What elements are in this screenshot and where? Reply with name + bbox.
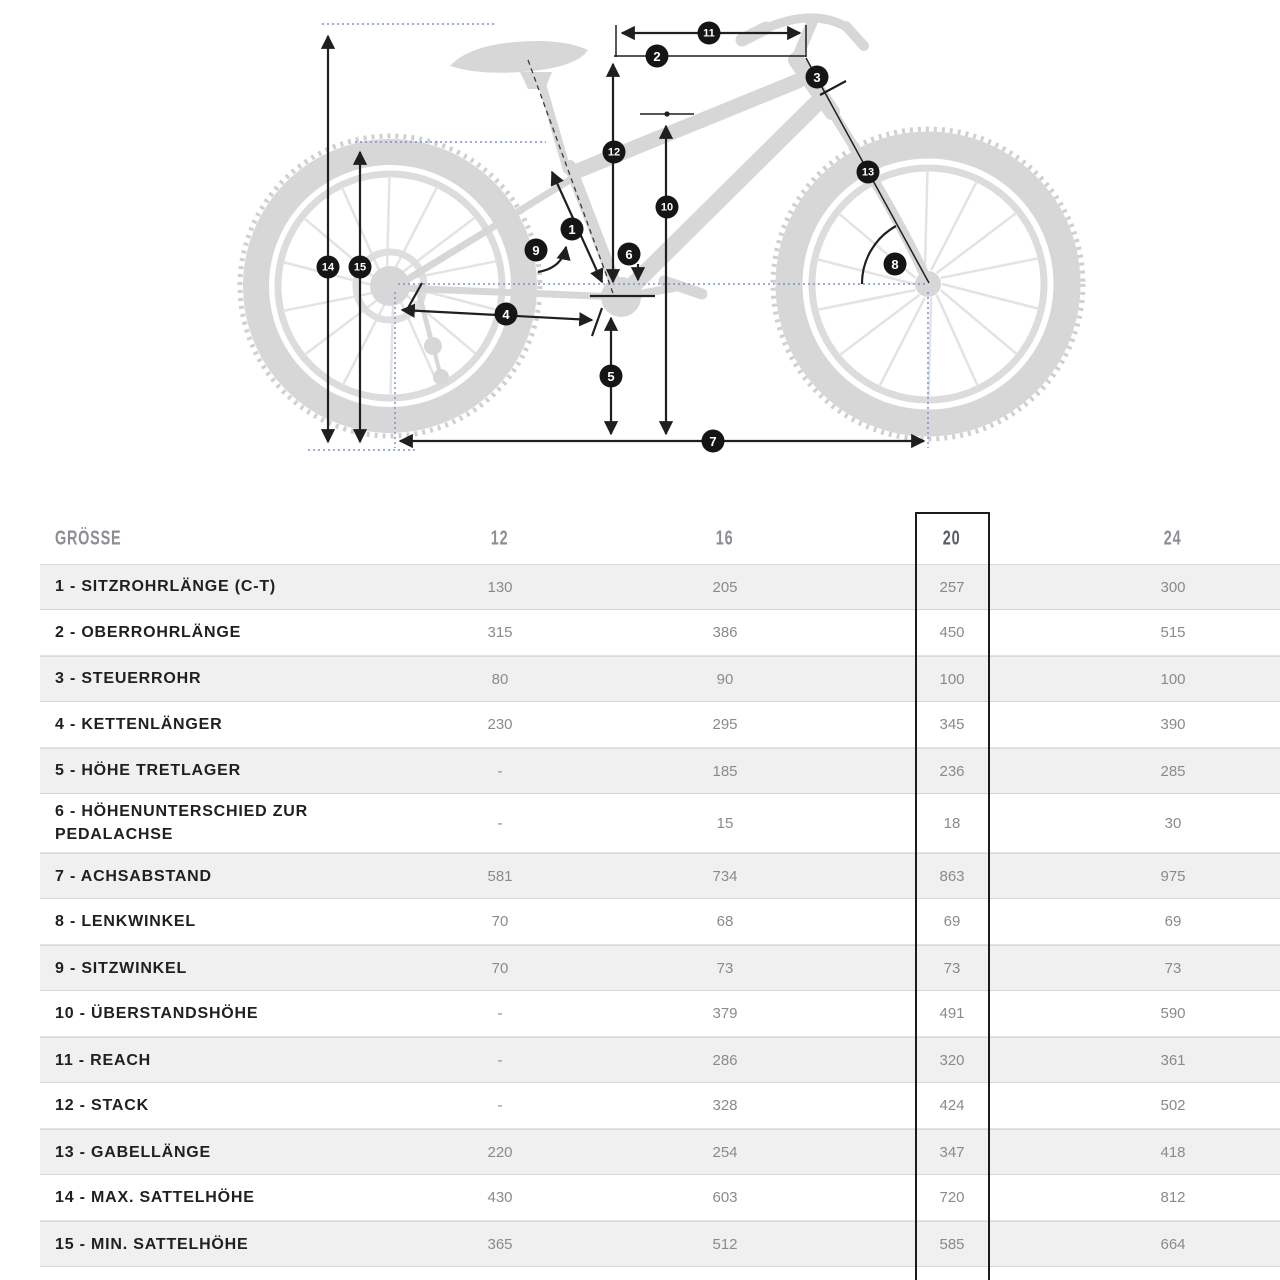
row-value-size-24: 975 [1160, 867, 1186, 885]
row-label: 2 - OBERROHRLÄNGE [55, 623, 242, 641]
svg-text:14: 14 [321, 261, 335, 274]
row-value-size-12: - [497, 1005, 503, 1023]
row-value-size-20: 424 [939, 1097, 965, 1115]
row-value-size-12: 70 [491, 913, 509, 931]
size-header-label: GRÖSSE [55, 527, 122, 550]
measure-badge-11 [698, 22, 721, 45]
row-value-size-16: 73 [716, 959, 734, 977]
row-label: 9 - SITZWINKEL [55, 959, 188, 977]
row-value-size-16: 603 [712, 1189, 738, 1207]
row-label: 6 - HÖHENUNTERSCHIED ZUR PEDALACHSE [55, 803, 308, 844]
row-value-size-16: 386 [712, 624, 738, 641]
row-value-size-12: 220 [487, 1143, 513, 1161]
row-value-size-24: 285 [1160, 762, 1186, 780]
row-value-size-24: 590 [1160, 1005, 1186, 1023]
row-value-size-16: 90 [716, 670, 734, 688]
row-value-size-12: 430 [487, 1189, 513, 1207]
measure-badge-4 [495, 303, 518, 326]
row-value-size-16: 185 [712, 762, 738, 780]
row-label: 5 - HÖHE TRETLAGER [55, 762, 241, 780]
svg-text:8: 8 [891, 257, 899, 272]
row-value-size-24: 664 [1160, 1235, 1186, 1253]
row-label: 4 - KETTENLÄNGER [55, 715, 223, 733]
size-column-20-selected: 20 [943, 527, 961, 550]
svg-text:4: 4 [502, 307, 510, 322]
row-value-size-20: 347 [939, 1143, 965, 1161]
row-value-size-20: 100 [939, 670, 965, 688]
row-value-size-12: 80 [491, 670, 509, 688]
measure-badge-3 [806, 66, 829, 89]
row-label: 14 - MAX. SATTELHÖHE [55, 1189, 255, 1207]
row-value-size-24: 73 [1164, 959, 1182, 977]
row-label: 13 - GABELLÄNGE [55, 1143, 212, 1161]
row-value-size-12: - [497, 1051, 503, 1069]
measure-badge-12 [603, 141, 626, 164]
svg-text:13: 13 [861, 166, 875, 179]
saddle-silhouette [450, 41, 588, 73]
svg-text:6: 6 [625, 247, 633, 262]
rear-wheel-silhouette [240, 136, 540, 436]
row-value-size-20: 491 [939, 1005, 965, 1023]
table-row [40, 991, 1280, 1037]
table-row [40, 702, 1280, 748]
table-row [40, 899, 1280, 945]
table-row [40, 748, 1280, 794]
row-value-size-20: 345 [939, 716, 965, 733]
row-label: 8 - LENKWINKEL [55, 913, 196, 931]
row-value-size-20: 450 [939, 624, 965, 641]
row-value-size-24: 515 [1160, 624, 1186, 641]
row-value-size-20: 863 [939, 867, 965, 885]
table-row [40, 1083, 1280, 1129]
row-value-size-12: - [497, 762, 503, 780]
row-value-size-20: 320 [939, 1051, 965, 1069]
svg-text:3: 3 [813, 70, 821, 85]
row-value-size-12: - [497, 1097, 503, 1115]
row-value-size-12: 230 [487, 716, 513, 733]
bike-geometry-diagram [0, 0, 1280, 500]
row-value-size-24: 30 [1164, 814, 1182, 832]
row-value-size-12: - [497, 814, 503, 832]
row-value-size-24: 361 [1160, 1051, 1186, 1069]
row-value-size-16: 295 [712, 716, 738, 733]
table-row [40, 1175, 1280, 1221]
row-value-size-20: 69 [943, 913, 961, 931]
svg-text:7: 7 [709, 434, 717, 449]
row-value-size-16: 68 [716, 913, 734, 931]
row-value-size-12: 315 [487, 624, 513, 641]
row-value-size-20: 257 [939, 578, 965, 596]
row-value-size-12: 581 [487, 867, 513, 885]
svg-text:11: 11 [703, 27, 715, 40]
table-row [40, 656, 1280, 702]
measure-badge-1 [561, 218, 584, 241]
measure-badge-15 [349, 256, 372, 279]
row-value-size-16: 254 [712, 1143, 738, 1161]
svg-text:10: 10 [660, 201, 674, 214]
measure-badge-8 [884, 253, 907, 276]
measure-badge-6 [618, 243, 641, 266]
table-header-row [40, 514, 1280, 564]
row-label: 10 - ÜBERSTANDSHÖHE [55, 1005, 259, 1023]
row-label: 12 - STACK [55, 1097, 149, 1115]
svg-text:9: 9 [532, 243, 540, 258]
row-label: 15 - MIN. SATTELHÖHE [55, 1235, 249, 1253]
table-row [40, 853, 1280, 899]
geometry-table [40, 514, 1280, 1267]
table-row [40, 564, 1280, 610]
svg-text:15: 15 [353, 261, 367, 274]
table-row [40, 794, 1280, 853]
row-value-size-24: 812 [1160, 1189, 1186, 1207]
row-value-size-24: 390 [1160, 716, 1186, 733]
svg-text:12: 12 [607, 146, 621, 159]
size-column-24: 24 [1164, 527, 1182, 550]
row-value-size-20: 236 [939, 762, 965, 780]
size-column-16: 16 [716, 527, 734, 550]
row-value-size-12: 365 [487, 1235, 513, 1253]
svg-text:1: 1 [568, 222, 576, 237]
measure-badge-14 [317, 256, 340, 279]
measure-badge-13 [857, 161, 880, 184]
row-value-size-12: 130 [487, 578, 513, 596]
svg-text:5: 5 [607, 369, 615, 384]
row-value-size-24: 100 [1160, 670, 1186, 688]
table-body [40, 564, 1280, 1267]
row-label: 3 - STEUERROHR [55, 670, 202, 688]
measure-badge-2 [646, 45, 669, 68]
table-row [40, 1129, 1280, 1175]
measure-badge-9 [525, 239, 548, 262]
row-value-size-16: 328 [712, 1097, 738, 1115]
row-value-size-16: 379 [712, 1005, 738, 1023]
row-label: 1 - SITZROHRLÄNGE (C-T) [55, 578, 277, 596]
measure-badge-10 [656, 196, 679, 219]
table-row [40, 1221, 1280, 1267]
table-row [40, 1037, 1280, 1083]
measure-badge-7 [702, 430, 725, 453]
row-value-size-20: 720 [939, 1189, 965, 1207]
svg-text:2: 2 [653, 49, 661, 64]
row-value-size-24: 69 [1164, 913, 1182, 931]
measure-badge-5 [600, 365, 623, 388]
row-label: 11 - REACH [55, 1051, 152, 1069]
row-value-size-16: 205 [712, 578, 738, 596]
size-column-12: 12 [491, 527, 509, 550]
row-value-size-20: 73 [943, 959, 961, 977]
row-value-size-12: 70 [491, 959, 509, 977]
table-row [40, 945, 1280, 991]
row-value-size-24: 502 [1160, 1097, 1186, 1115]
table-row [40, 610, 1280, 656]
row-label: 7 - ACHSABSTAND [55, 867, 212, 885]
row-value-size-16: 512 [712, 1235, 738, 1253]
row-value-size-16: 734 [712, 867, 738, 885]
row-value-size-16: 286 [712, 1051, 738, 1069]
row-value-size-16: 15 [716, 814, 734, 832]
row-value-size-24: 418 [1160, 1143, 1186, 1161]
row-value-size-20: 18 [943, 814, 961, 832]
row-value-size-20: 585 [939, 1235, 965, 1253]
row-value-size-24: 300 [1160, 578, 1186, 596]
